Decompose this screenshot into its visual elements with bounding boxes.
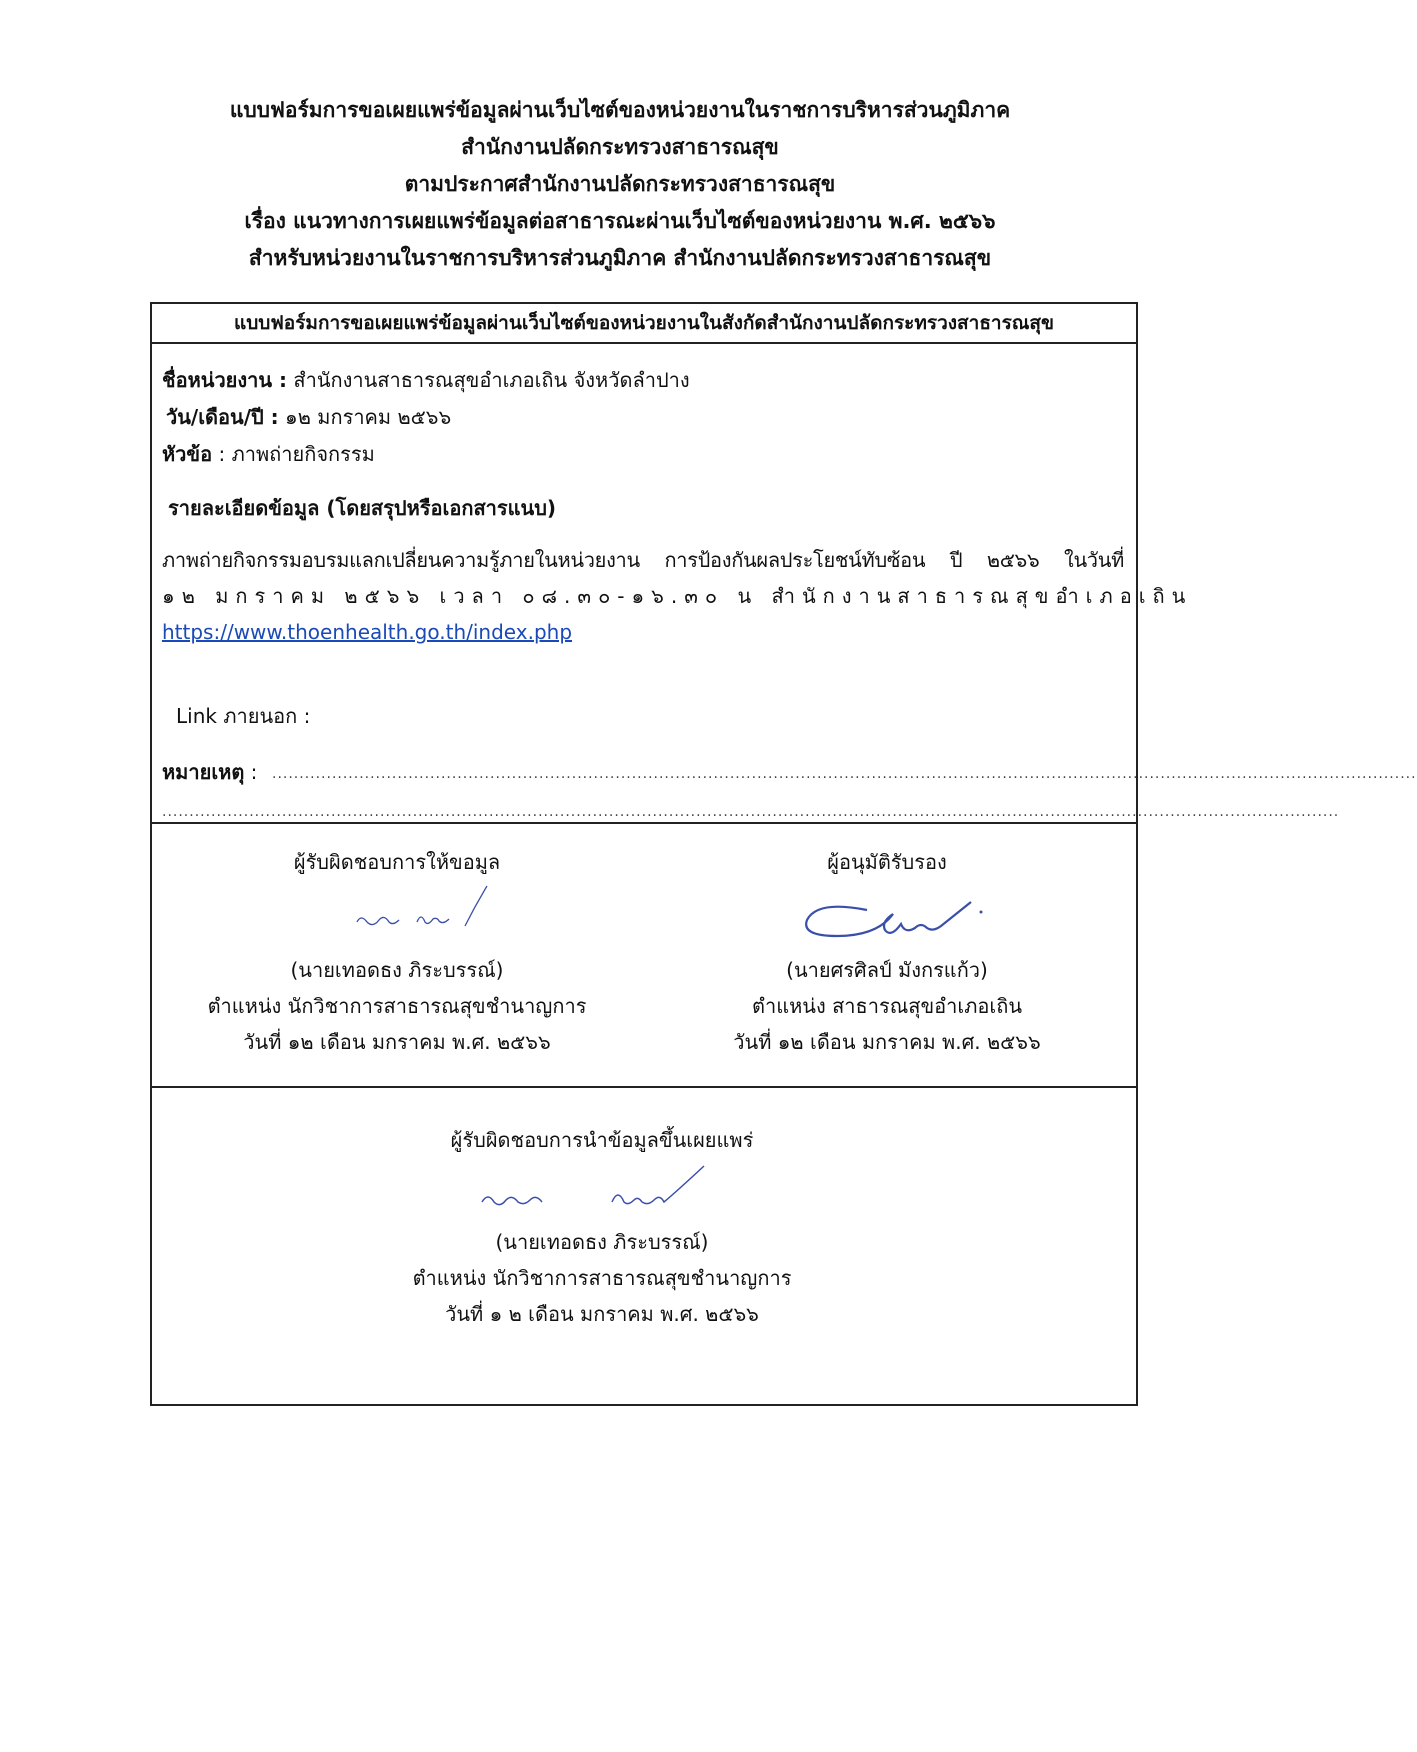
header-line-4: เรื่อง แนวทางการเผยแพร่ข้อมูลต่อสาธารณะผ่านเว็บไซต์ของหน่วยงาน พ.ศ. ๒๕๖๖ (244, 209, 996, 233)
publisher-name: (นายเทอดธง ภิระบรรณ์) (495, 1230, 709, 1254)
detail-link[interactable]: https://www.thoenhealth.go.th/index.php (162, 620, 573, 644)
provider-name: (นายเทอดธง ภิระบรรณ์) (290, 958, 504, 982)
approver-position: ตำแหน่ง สาธารณสุขอำเภอเถิน (751, 994, 1023, 1018)
agency-row (162, 364, 690, 396)
external-link-label: Link ภายนอก (176, 704, 298, 728)
detail-text (162, 542, 1193, 650)
header-line-3: ตามประกาศสำนักงานปลัดกระทรวงสาธารณสุข (404, 172, 836, 196)
remark-label: หมายเหตุ (162, 760, 245, 784)
provider-role: ผู้รับผิดชอบการให้ขอมูล (293, 850, 501, 874)
date-label: วัน/เดือน/ปี : (166, 405, 279, 429)
publisher-section (152, 1086, 1136, 1404)
agency-value: สำนักงานสาธารณสุขอำเภอเถิน จังหวัดลำปาง (287, 368, 690, 392)
form-frame (150, 302, 1417, 1406)
form-info-section (152, 342, 1417, 824)
approver-role: ผู้อนุมัติรับรอง (827, 850, 947, 874)
remark-dotted-line-1: .................................................................................................................................................................................................................. (272, 766, 1417, 782)
publisher-date: วันที่ ๑ ๒ เดือน มกราคม พ.ศ. ๒๕๖๖ (445, 1302, 759, 1326)
approval-section (152, 822, 1136, 1088)
form-title: แบบฟอร์มการขอเผยแพร่ข้อมูลผ่านเว็บไซต์ของหน่วยงานในสังกัดสำนักงานปลัดกระทรวงสาธารณสุข (152, 304, 1136, 344)
remark-sep: : (244, 760, 258, 784)
approver-date: วันที่ ๑๒ เดือน มกราคม พ.ศ. ๒๕๖๖ (733, 1030, 1041, 1054)
provider-signature-block (152, 844, 642, 1060)
header-line-1: แบบฟอร์มการขอเผยแพร่ข้อมูลผ่านเว็บไซต์ของหน่วยงานในราชการบริหารส่วนภูมิภาค (229, 98, 1011, 122)
document-header (0, 92, 1240, 277)
provider-signature (297, 880, 497, 952)
provider-date: วันที่ ๑๒ เดือน มกราคม พ.ศ. ๒๕๖๖ (243, 1030, 551, 1054)
publisher-role: ผู้รับผิดชอบการนำข้อมูลขึ้นเผยแพร่ (450, 1128, 754, 1152)
publisher-signature (442, 1158, 762, 1224)
date-value: ๑๒ มกราคม ๒๕๖๖ (278, 405, 452, 429)
approver-signature (767, 880, 1007, 952)
remark-dotted-line-2: ........................................................................................................................................................................................................................ (162, 804, 1340, 820)
agency-label: ชื่อหน่วยงาน : (162, 368, 288, 392)
approver-name: (นายศรศิลป์ มังกรแก้ว) (786, 958, 988, 982)
detail-line-1: ภาพถ่ายกิจกรรมอบรมแลกเปลี่ยนความรู้ภายในหน่วยงาน การป้องกันผลประโยชน์ทับซ้อน ปี ๒๕๖๖ ในวันที่ (162, 548, 1124, 572)
date-row (166, 401, 451, 433)
external-link-sep: : (297, 704, 311, 728)
approver-signature-block (642, 844, 1132, 1060)
remark-row (162, 756, 257, 788)
publisher-position: ตำแหน่ง นักวิชาการสาธารณสุขชำนาญการ (412, 1266, 792, 1290)
header-line-2: สำนักงานปลัดกระทรวงสาธารณสุข (461, 135, 779, 159)
topic-row (162, 438, 375, 470)
detail-label: รายละเอียดข้อมูล (โดยสรุปหรือเอกสารแนบ) (168, 496, 557, 520)
topic-value: : ภาพถ่ายกิจกรรม (212, 442, 375, 466)
topic-label: หัวข้อ (162, 442, 213, 466)
detail-line-2: ๑๒ มกราคม ๒๕๖๖ เวลา ๐๘.๓๐-๑๖.๓๐ น สำนักงานสาธารณสุขอำเภอเถิน (162, 584, 1193, 608)
provider-position: ตำแหน่ง นักวิชาการสาธารณสุขชำนาญการ (207, 994, 587, 1018)
header-line-5: สำหรับหน่วยงานในราชการบริหารส่วนภูมิภาค สำนักงานปลัดกระทรวงสาธารณสุข (248, 246, 992, 270)
external-link-row (176, 700, 310, 732)
publisher-signature-block (322, 1122, 882, 1332)
